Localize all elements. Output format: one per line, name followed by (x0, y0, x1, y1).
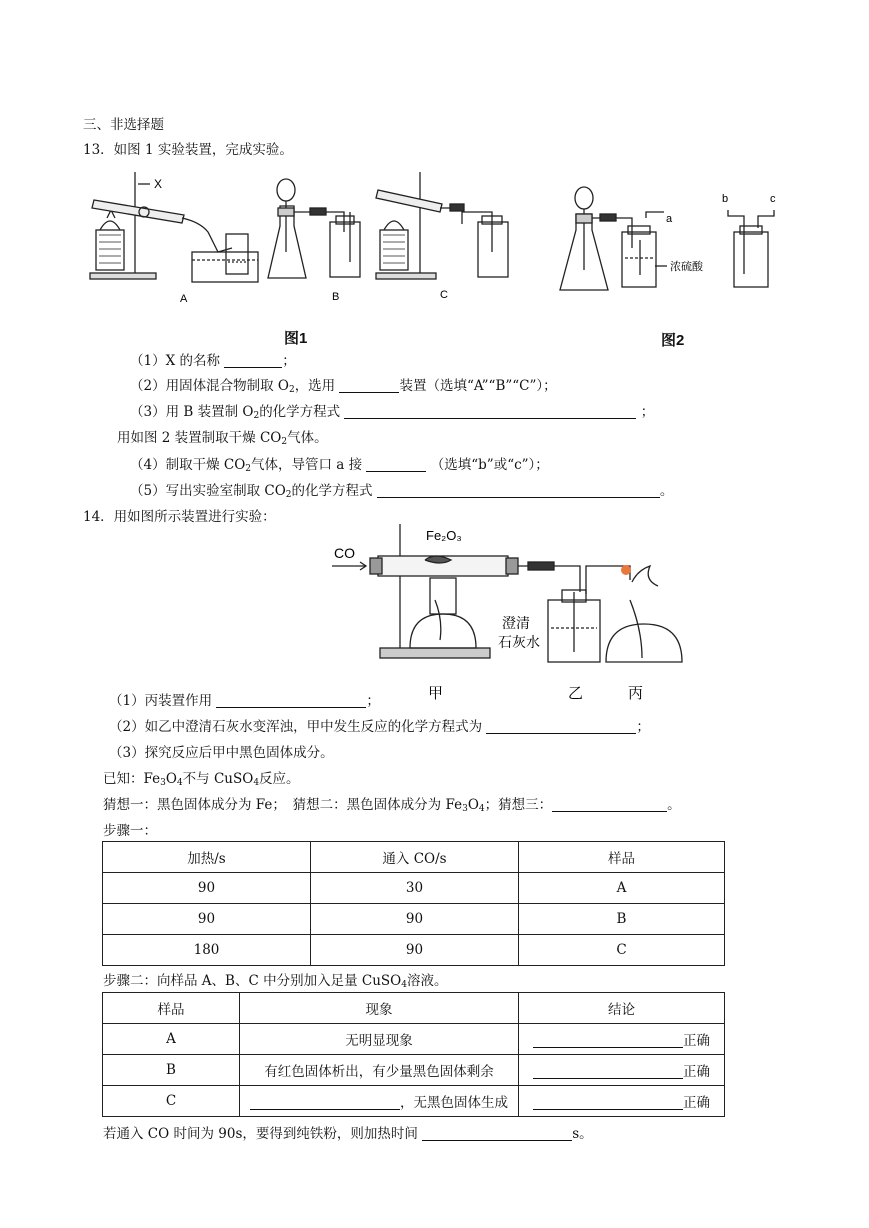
step2-table (102, 992, 725, 1117)
conclusion-cell: 正确 (519, 1024, 725, 1055)
answer-blank[interactable] (224, 353, 282, 368)
table-cell: 有红色固体析出，有少量黑色固体剩余 (240, 1055, 519, 1086)
q14-part2: （2）如乙中澄清石灰水变浑浊，甲中发生反应的化学方程式为 ； (109, 719, 650, 735)
q13-apparatus-figure (80, 170, 800, 350)
fig1-label-c: C (440, 289, 448, 301)
answer-blank[interactable] (339, 378, 399, 393)
table-header: 样品 (103, 993, 240, 1024)
table-cell: 无明显现象 (240, 1024, 519, 1055)
fig2-label-acid: 浓硫酸 (670, 261, 703, 273)
table-row (103, 1086, 725, 1117)
fig2-label-c: c (770, 193, 776, 205)
table-cell: 90 (311, 904, 519, 935)
q14-step2: 步骤二：向样品 A、B、C 中分别加入足量 CuSO$_4$溶液。 (103, 973, 448, 990)
table-cell: 90 (103, 873, 311, 904)
table-cell: 30 (311, 873, 519, 904)
table-header: 现象 (240, 993, 519, 1024)
answer-blank[interactable] (533, 1033, 683, 1048)
q14-intro: 14．用如图所示装置进行实验： (83, 509, 276, 525)
table-header-row (103, 842, 725, 873)
q13-part1: （1）X 的名称 ； (130, 353, 296, 369)
q13-part4: （4）制取干燥 $CO_2$气体，导管口 a 接 （选填“b”或“c”）； (130, 457, 549, 474)
table-cell: A (519, 873, 725, 904)
answer-blank[interactable] (344, 404, 636, 419)
answer-blank[interactable] (366, 457, 426, 472)
q13-part3: （3）用 B 装置制 $O_2$的化学方程式 ； (130, 404, 655, 421)
answer-blank[interactable] (216, 693, 366, 708)
answer-blank[interactable] (533, 1095, 683, 1110)
fig14-label-lime1: 澄清 (502, 615, 530, 631)
table-cell: B (103, 1055, 240, 1086)
answer-blank[interactable] (486, 719, 636, 734)
answer-blank[interactable] (250, 1095, 400, 1110)
phenomenon-cell: ，无黑色固体生成 (240, 1086, 519, 1117)
table-row (103, 1055, 725, 1086)
q13-part5: （5）写出实验室制取 $CO_2$的化学方程式 。 (130, 483, 674, 500)
q14-final: 若通入 CO 时间为 90s，要得到纯铁粉，则加热时间 s。 (103, 1126, 593, 1142)
table-cell: 90 (311, 935, 519, 966)
section-title: 三、非选择题 (83, 117, 164, 133)
step1-table (102, 841, 725, 966)
table-cell: 90 (103, 904, 311, 935)
q14-step1-label: 步骤一： (103, 823, 157, 839)
conclusion-cell: 正确 (519, 1055, 725, 1086)
table-cell: C (519, 935, 725, 966)
table-header: 结论 (519, 993, 725, 1024)
answer-blank[interactable] (533, 1064, 683, 1079)
table-header: 样品 (519, 842, 725, 873)
q14-guess: 猜想一：黑色固体成分为 Fe； 猜想二：黑色固体成分为 $Fe_3O_4$；猜想三： 。 (103, 797, 681, 814)
table-row (103, 904, 725, 935)
fig1-caption: 图1 (284, 330, 308, 347)
answer-blank[interactable] (552, 797, 667, 812)
fig14-label-bing: 丙 (628, 685, 644, 702)
q13-part2: （2）用固体混合物制取 $O_2$，选用 装置（选填“A”“B”“C”）； (130, 378, 557, 395)
q14-part1: （1）丙装置作用 ； (109, 693, 380, 709)
table-row (103, 1024, 725, 1055)
q13-intro: 13．如图 1 实验装置，完成实验。 (83, 142, 293, 158)
q13-fig2-intro: 用如图 2 装置制取干燥 $CO_2$气体。 (117, 430, 328, 447)
q14-part3: （3）探究反应后甲中黑色固体成分。 (109, 745, 334, 761)
table-header-row (103, 993, 725, 1024)
table-row (103, 935, 725, 966)
answer-blank[interactable] (422, 1126, 572, 1141)
fig14-label-jia: 甲 (428, 685, 444, 702)
table-header: 加热/s (103, 842, 311, 873)
fig14-label-co: CO (334, 545, 355, 561)
table-cell: C (103, 1086, 240, 1117)
q14-known: 已知：$Fe_3O_4$不与 CuSO$_4$反应。 (103, 771, 300, 788)
table-cell: 180 (103, 935, 311, 966)
answer-blank[interactable] (377, 483, 660, 498)
table-cell: B (519, 904, 725, 935)
fig2-label-a: a (666, 213, 673, 225)
q14-apparatus-figure (330, 520, 690, 705)
fig2-caption: 图2 (661, 332, 685, 349)
fig1-label-x: X (154, 177, 163, 191)
fig1-label-a: A (180, 293, 188, 305)
fig14-label-lime2: 石灰水 (498, 634, 540, 650)
table-cell: A (103, 1024, 240, 1055)
fig14-label-fe2o3: Fe₂O₃ (426, 528, 462, 543)
fig1-label-b: B (332, 291, 340, 303)
table-header: 通入 CO/s (311, 842, 519, 873)
conclusion-cell: 正确 (519, 1086, 725, 1117)
fig2-label-b: b (722, 193, 729, 205)
table-row (103, 873, 725, 904)
fig14-label-yi: 乙 (568, 685, 584, 702)
